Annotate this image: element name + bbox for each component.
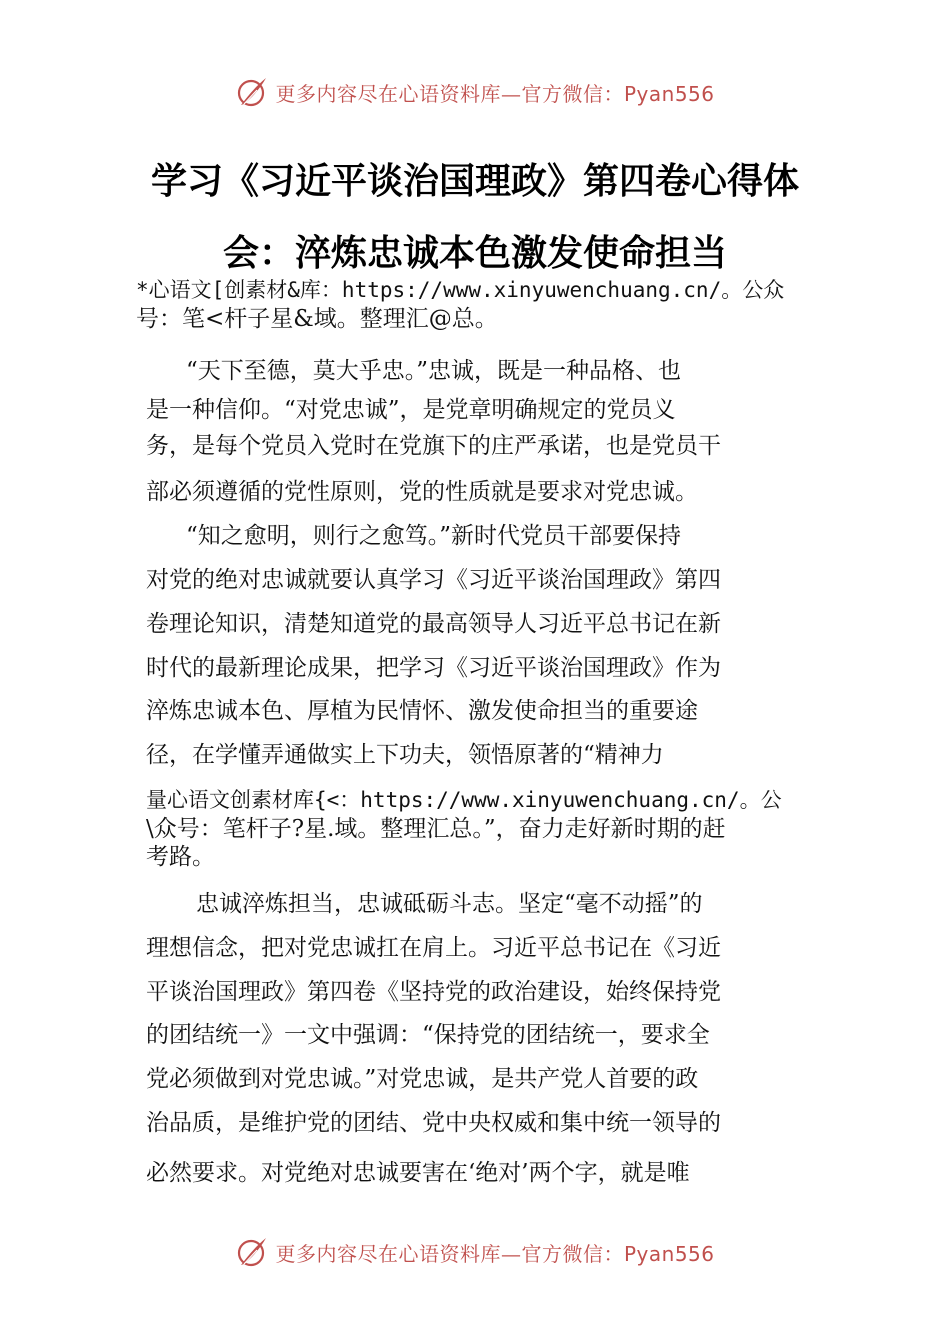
paragraph-2-line-5: 淬炼忠诚本色、厚植为民情怀、激发使命担当的重要途: [146, 698, 698, 724]
paragraph-3-line-3: 平谈治国理政》第四卷《坚持党的政治建设，始终保持党: [146, 979, 721, 1005]
paragraph-1-line-3: 务，是每个党员入党时在党旗下的庄严承诺，也是党员干: [146, 433, 721, 459]
paragraph-1-line-1: “天下至德，莫大乎忠。”忠诚，既是一种品格、也: [186, 358, 682, 384]
paragraph-1-line-4: 部必须遵循的党性原则，党的性质就是要求对党忠诚。: [146, 479, 698, 505]
paragraph-1-line-2: 是一种信仰。“对党忠诚”，是党章明确规定的党员义: [146, 397, 676, 423]
paragraph-3-line-4: 的团结统一》一文中强调：“保持党的团结统一，要求全: [146, 1022, 710, 1048]
paragraph-2-line-6: 径，在学懂弄通做实上下功夫，领悟原著的“精神力: [146, 742, 664, 768]
paragraph-2-line-3: 卷理论知识，清楚知道党的最高领导人习近平总书记在新: [146, 611, 721, 637]
source-note-line-2: 号：笔<杆子星&域。整理汇@总。: [136, 306, 498, 332]
paragraph-2-line-1: “知之愈明，则行之愈笃。”新时代党员干部要保持: [186, 523, 682, 549]
paragraph-3-line-1: 忠诚淬炼担当，忠诚砥砺斗志。坚定“毫不动摇”的: [196, 891, 703, 917]
quill-pen-logo-icon: [235, 75, 269, 109]
paragraph-3-line-6: 治品质，是维护党的团结、党中央权威和集中统一领导的: [146, 1110, 721, 1136]
footer-watermark-banner: [0, 1232, 950, 1272]
paragraph-2-line-2: 对党的绝对忠诚就要认真学习《习近平谈治国理政》第四: [146, 567, 721, 593]
paragraph-2-line-8: \众号：笔杆子?星.域。整理汇总。”，奋力走好新时期的赶: [146, 816, 726, 842]
banner-message: 更多内容尽在心语资料库—官方微信：: [275, 81, 624, 106]
banner-wechat-id: Pyan556: [623, 81, 715, 106]
banner-text: [275, 78, 714, 107]
paragraph-3-line-7: 必然要求。对党绝对忠诚要害在‘绝对’两个字，就是唯: [146, 1160, 690, 1186]
source-note-line-1: *心语文[创素材&库：https://www.xinyuwenchuang.cn/。公众: [136, 278, 785, 302]
banner-text: [275, 1238, 714, 1267]
header-watermark-banner: [0, 72, 950, 112]
document-title-line-1: 学习《习近平谈治国理政》第四卷心得体: [150, 161, 799, 202]
quill-pen-logo-icon: [235, 1235, 269, 1269]
paragraph-3-line-5: 党必须做到对党忠诚。”对党忠诚，是共产党人首要的政: [146, 1066, 699, 1092]
banner-wechat-id: Pyan556: [623, 1241, 715, 1266]
paragraph-2-line-7: 量心语文创素材库{<：https://www.xinyuwenchuang.cn/。公: [146, 788, 782, 812]
paragraph-3-line-2: 理想信念，把对党忠诚扛在肩上。习近平总书记在《习近: [146, 935, 721, 961]
paragraph-2-line-9: 考路。: [146, 844, 215, 870]
banner-message: 更多内容尽在心语资料库—官方微信：: [275, 1241, 624, 1266]
paragraph-2-line-4: 时代的最新理论成果，把学习《习近平谈治国理政》作为: [146, 655, 721, 681]
document-title-line-2: 会：淬炼忠诚本色激发使命担当: [222, 233, 727, 274]
